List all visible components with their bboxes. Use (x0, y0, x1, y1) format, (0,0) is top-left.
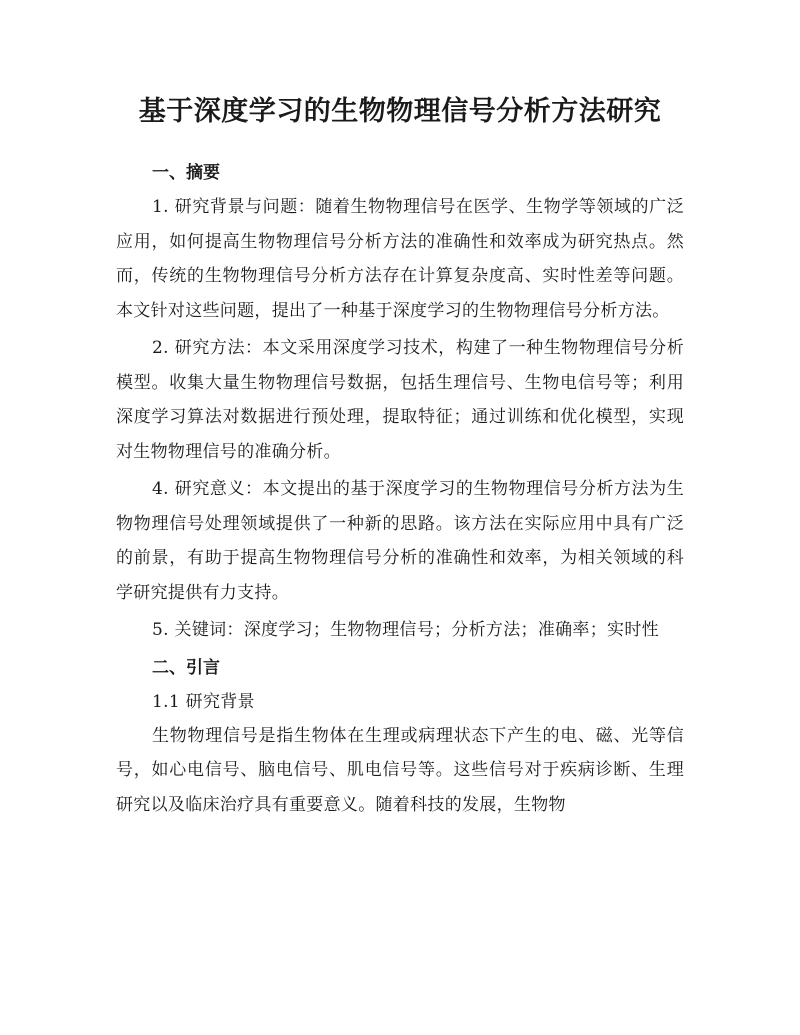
document-title: 基于深度学习的生物物理信号分析方法研究 (138, 96, 662, 127)
document-page (116, 88, 684, 825)
introduction-subheading: 1.1 研究背景 (152, 691, 255, 712)
abstract-paragraph-keywords: 5. 关键词：深度学习；生物物理信号；分析方法；准确率；实时性 (152, 620, 659, 640)
introduction-heading: 二、引言 (152, 657, 220, 678)
abstract-paragraph-method: 2. 研究方法：本文采用深度学习技术，构建了一种生物物理信号分析模型。收集大量生物物理信号数据，包括生理信号、生物电信号等；利用深度学习算法对数据进行预处理，提取特征；通过训练和优化模型，实现对生物物理信号的准确分析。 (116, 338, 684, 462)
abstract-heading: 一、摘要 (152, 163, 220, 183)
abstract-paragraph-significance: 4. 研究意义：本文提出的基于深度学习的生物物理信号分析方法为生物物理信号处理领域提供了一种新的思路。该方法在实际应用中具有广泛的前景，有助于提高生物物理信号分析的准确性和效率，为相关领域的科学研究提供有力支持。 (116, 479, 684, 603)
abstract-paragraph-background: 1. 研究背景与问题：随着生物物理信号在医学、生物学等领域的广泛应用，如何提高生物物理信号分析方法的准确性和效率成为研究热点。然而，传统的生物物理信号分析方法存在计算复杂度高、实时性差等问题。本文针对这些问题，提出了一种基于深度学习的生物物理信号分析方法。 (116, 197, 684, 321)
introduction-paragraph: 生物物理信号是指生物体在生理或病理状态下产生的电、磁、光等信号，如心电信号、脑电信号、肌电信号等。这些信号对于疾病诊断、生理研究以及临床治疗具有重要意义。随着科技的发展，生物物 (116, 725, 684, 815)
